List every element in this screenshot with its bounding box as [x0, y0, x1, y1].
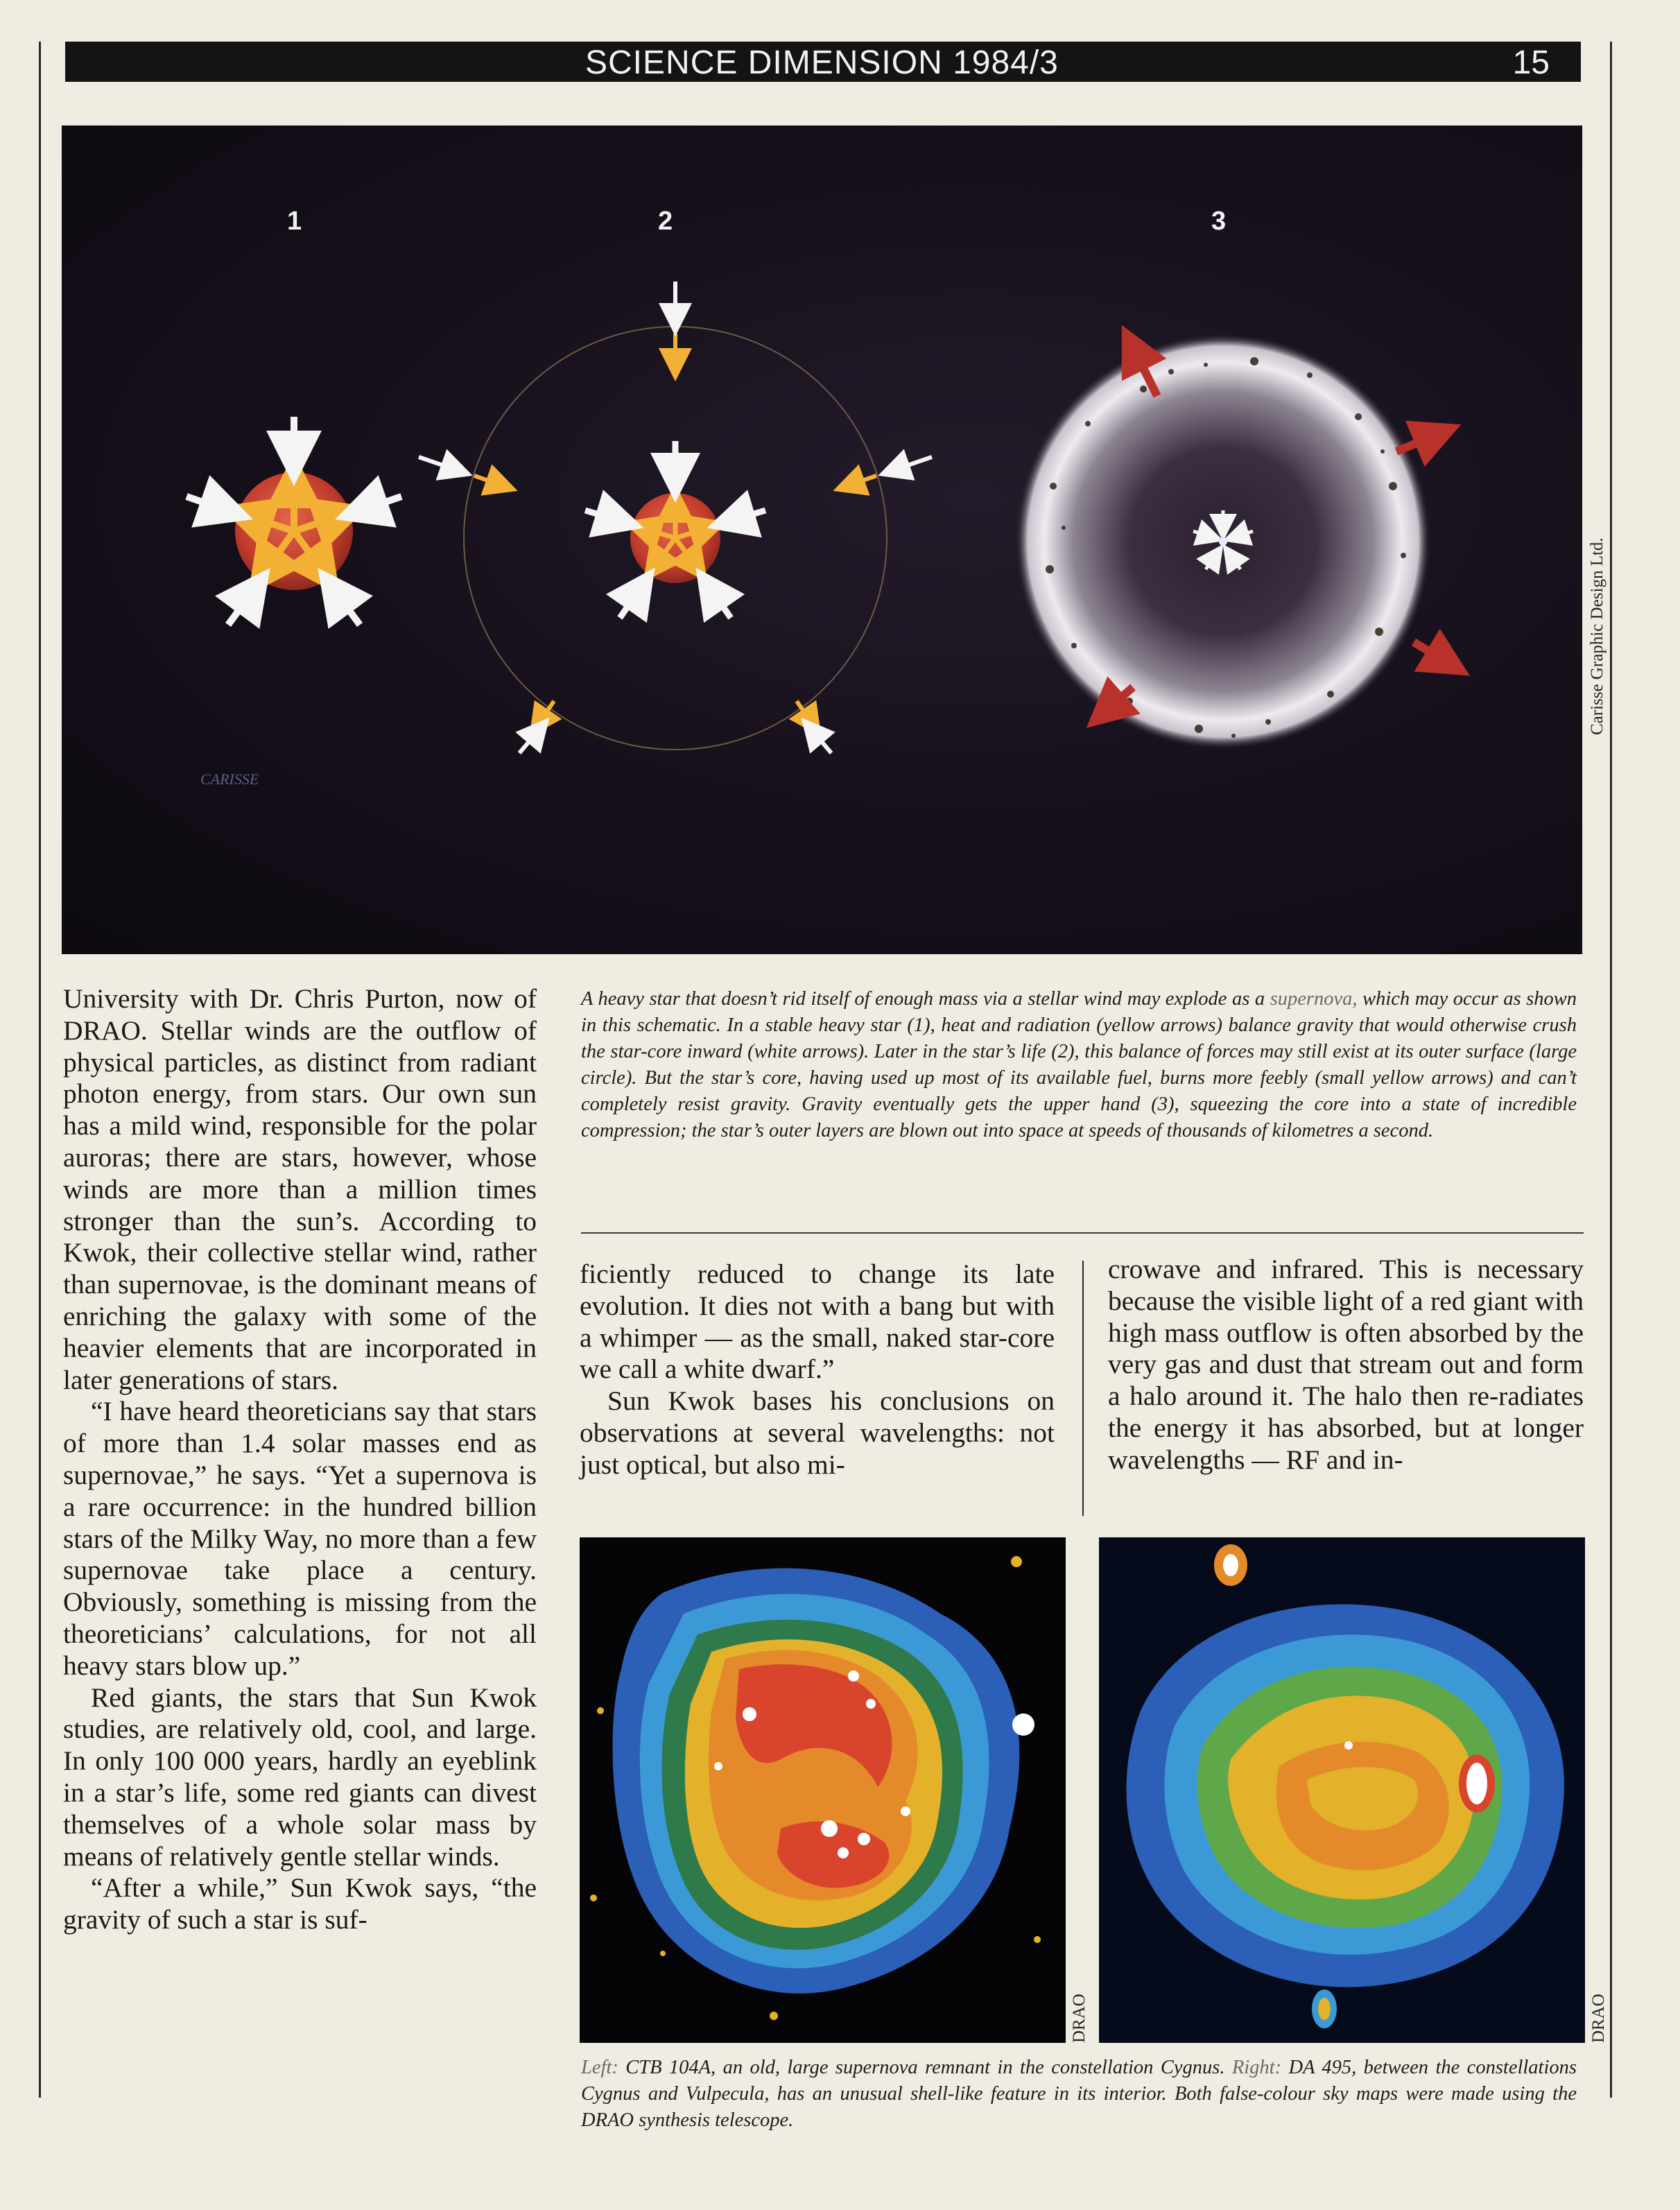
paragraph: Red giants, the stars that Sun Kwok studies, are relatively old, cool, and large. In only 100 000 years, hardly an eyeblink in a star’s life, some red giants can divest themselves of a whole solar mass by means of relatively gentle stellar winds.	[63, 1682, 537, 1872]
column-divider	[1082, 1261, 1084, 1516]
supernova-illustration	[62, 126, 1582, 954]
page-number: 15	[1512, 44, 1550, 81]
paragraph: University with Dr. Chris Purton, now of DRAO. Stellar winds are the outflow of physical particles, as distinct from radiant photon energy, from stars. Our own sun has a mild wind, responsible for the polar auroras; there are stars, however, whose winds are more than a million times stronger than the sun’s. According to Kwok, their collective stellar wind, rather than supernovae, is the dominant means of enriching the galaxy with some of the heavier elements that are incorporated in later generations of stars.	[63, 983, 537, 1395]
paragraph: “After a while,” Sun Kwok says, “the gravity of such a star is suf-	[63, 1872, 537, 1935]
ctb-104a-false-colour-image	[580, 1537, 1066, 2043]
stage-2-aging-star	[419, 282, 932, 753]
caption-right-label: Right:	[1231, 2057, 1282, 2078]
running-header	[65, 42, 1581, 82]
da-495-false-colour-image	[1099, 1537, 1585, 2043]
figure-label-2: 2	[658, 207, 673, 236]
sky-map-ctb-104a	[580, 1537, 1066, 2043]
figure-label-1: 1	[287, 207, 302, 236]
figure-label-3: 3	[1211, 207, 1227, 236]
left-margin-rule	[39, 42, 41, 2098]
caption-divider	[581, 1232, 1584, 1234]
supernova-schematic	[62, 126, 1582, 954]
sky-map-da-495	[1099, 1537, 1585, 2043]
caption-term: supernova,	[1270, 988, 1358, 1010]
right-margin-rule	[1610, 42, 1612, 2098]
magazine-title: SCIENCE DIMENSION 1984/3	[585, 44, 1059, 81]
article-column-3	[1108, 1254, 1584, 1476]
stage-3-supernova	[1015, 334, 1448, 750]
paragraph: Sun Kwok bases his conclusions on observations at several wavelengths: not just optical, but also mi-	[580, 1385, 1055, 1480]
right-image-credit: DRAO	[1589, 1994, 1608, 2043]
artist-signature: CARISSE	[200, 770, 259, 788]
caption-left-label: Left:	[581, 2057, 618, 2078]
article-column-1	[63, 983, 537, 1936]
paragraph: crowave and infrared. This is necessary because the visible light of a red giant with high mass outflow is often absorbed by the very gas and dust that stream out and form a halo around it. The halo then re-radiates the energy it has absorbed, but at longer wavelengths — RF and in-	[1108, 1254, 1584, 1475]
stage-1-stable-star	[187, 417, 401, 625]
article-column-2	[580, 1259, 1055, 1481]
sky-maps-caption: Left: CTB 104A, an old, large supernova remnant in the constellation Cygnus. Right: DA 495, between the constellations Cygnus and Vulpecula, has an unusual shell-like feature in its interior. Both false-colour sky maps were made using the DRAO synthesis telescope.	[581, 2057, 1577, 2131]
paragraph: “I have heard theoreticians say that stars of more than 1.4 solar masses end as supernovae,” he says. “Yet a supernova is a rare occurrence: in the hundred billion stars of the Milky Way, no more than a few supernovae take place a century. Obviously, something is missing from the theoreticians’ calculations, for not all heavy stars blow up.”	[63, 1396, 537, 1681]
left-image-credit: DRAO	[1070, 1994, 1089, 2043]
illustration-credit: Carisse Graphic Design Ltd.	[1588, 537, 1607, 735]
paragraph: ficiently reduced to change its late evolution. It dies not with a bang but with a whimper — as the small, naked star-core we call a white dwarf.”	[580, 1259, 1055, 1385]
illustration-caption: A heavy star that doesn’t rid itself of enough mass via a stellar wind may explode as a supernova, which may occur as shown in this schematic. In a stable heavy star (1), heat and radiation (yellow arrows) balance gravity that would otherwise crush the star-core inward (white arrows). Later in the star’s life (2), this balance of forces may still exist at its outer surface (large circle). But the star’s core, having used up most of its available fuel, burns more feebly (small yellow arrows) and can’t completely resist gravity. Gravity eventually gets the upper hand (3), squeezing the core into a state of incredible compression; the star’s outer layers are blown out into space at speeds of thousands of kilometres a second.	[581, 988, 1577, 1141]
